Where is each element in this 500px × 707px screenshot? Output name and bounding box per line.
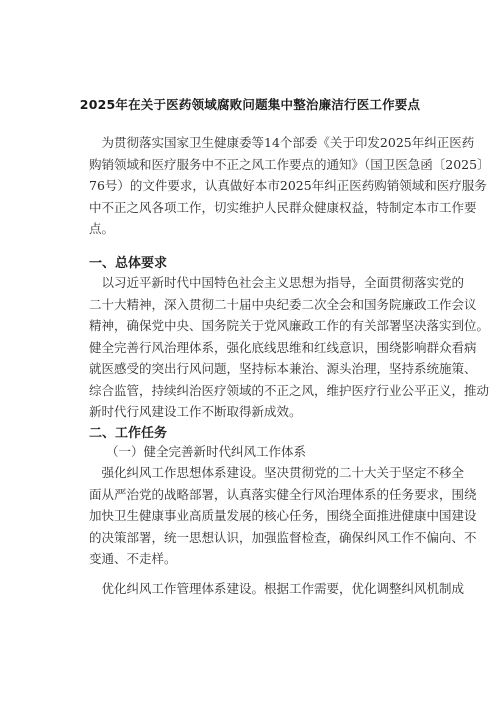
section-2-line: 优化纠风工作管理体系建设。根据工作需要，优化调整纠风机制成 (89, 581, 465, 596)
section-1-line: 新时代行风建设工作不断取得新成效。 (89, 404, 302, 419)
intro-line: 76号）的文件要求，认真做好本市2025年纠正医药购销领域和医疗服务 (89, 178, 487, 193)
document-title: 2025年在关于医药领域腐败问题集中整治廉洁行医工作要点 (79, 97, 421, 112)
section-2-subheading: （一）健全完善新时代纠风工作体系 (106, 444, 307, 459)
section-1-line: 以习近平新时代中国特色社会主义思想为指导，全面贯彻落实党的 (89, 275, 465, 290)
section-2-line: 面从严治党的战略部署，认真落实健全行风治理体系的任务要求，围绕 (89, 486, 477, 502)
intro-paragraph (89, 132, 490, 240)
section-1-paragraph (89, 272, 490, 423)
section-1-line: 健全完善行风治理体系，强化底线思维和红线意识，围绕影响群众看病 (89, 339, 477, 355)
intro-line: 为贯彻落实国家卫生健康委等14个部委《关于印发2025年纠正医药 (89, 135, 475, 150)
section-1-line: 精神，确保党中央、国务院关于党风廉政工作的有关部署坚决落实到位。 (89, 318, 490, 333)
section-1-line: 就医感受的突出行风问题，坚持标本兼治、源头治理，坚持系统施策、 (89, 361, 477, 376)
section-1-line: 二十大精神，深入贯彻二十届中央纪委二次全会和国务院廉政工作会议 (89, 296, 477, 312)
section-2-line: 的决策部署，统一思想认识，加强监督检查，确保纠风工作不偏向、不 (89, 529, 477, 545)
section-1-line: 综合监管，持续纠治医疗领域的不正之风，维护医疗行业公平正义，推动 (89, 382, 490, 398)
intro-line: 购销领域和医疗服务中不正之风工作要点的通知》（国卫医急函〔2025〕 (89, 156, 490, 172)
intro-line: 点。 (89, 221, 115, 236)
section-1-heading: 一、总体要求 (89, 256, 168, 271)
section-2-line: 变通、不走样。 (89, 551, 177, 566)
intro-line: 中不正之风各项工作，切实维护人民群众健康权益，特制定本市工作要 (89, 199, 477, 215)
section-2-line: 强化纠风工作思想体系建设。坚决贯彻党的二十大关于坚定不移全 (89, 465, 465, 480)
section-2-paragraph-1 (89, 462, 477, 570)
section-2-heading: 二、工作任务 (89, 426, 168, 441)
section-2-line: 加快卫生健康事业高质量发展的核心任务，围绕全面推进健康中国建设 (89, 508, 477, 523)
section-2-paragraph-2 (89, 578, 469, 600)
